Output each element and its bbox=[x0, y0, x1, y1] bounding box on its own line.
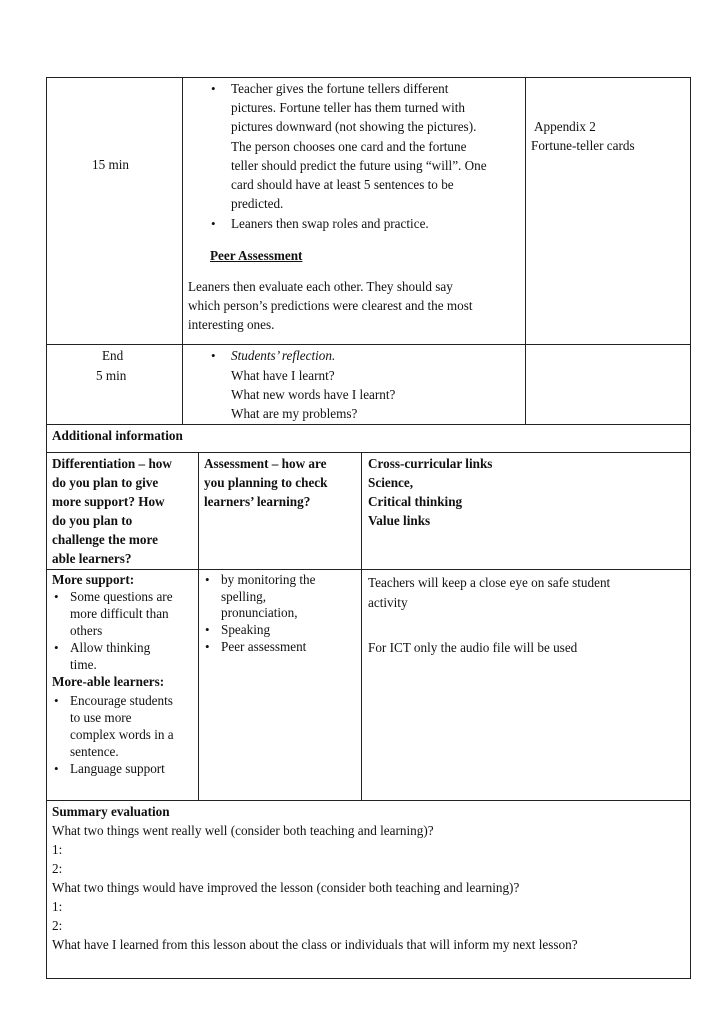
peer-assessment-text: interesting ones. bbox=[188, 317, 275, 332]
table-border bbox=[361, 452, 362, 800]
row1-bullet1-line: pictures downward (not showing the pictures). bbox=[231, 119, 477, 134]
summary-number: 2: bbox=[52, 918, 63, 933]
summary-title: Summary evaluation bbox=[52, 804, 170, 819]
table-border bbox=[525, 77, 526, 425]
assessment-header: Assessment – how are bbox=[204, 456, 327, 471]
summary-question: What two things went really well (consider both teaching and learning)? bbox=[52, 823, 434, 838]
cross-curricular-header: Value links bbox=[368, 513, 431, 528]
bullet-icon: • bbox=[205, 639, 210, 654]
differentiation-header: more support? How bbox=[52, 494, 165, 509]
row1-bullet1-line: teller should predict the future using “will”. One bbox=[231, 158, 487, 173]
row1-bullet1-line: card should have at least 5 sentences to be bbox=[231, 177, 454, 192]
bullet-icon: • bbox=[205, 572, 210, 587]
table-border bbox=[198, 452, 199, 800]
assessment-item-line: spelling, bbox=[221, 589, 267, 604]
row1-bullet1-line: The person chooses one card and the fortune bbox=[231, 139, 467, 154]
resource-cards: Fortune-teller cards bbox=[531, 138, 635, 153]
table-border bbox=[46, 978, 691, 979]
table-border bbox=[46, 424, 691, 425]
reflection-question: What have I learnt? bbox=[231, 368, 335, 383]
more-able-label: More-able learners: bbox=[52, 674, 165, 689]
row1-bullet1-line: pictures. Fortune teller has them turned with bbox=[231, 100, 466, 115]
bullet-icon: • bbox=[211, 81, 216, 96]
summary-number: 1: bbox=[52, 842, 63, 857]
table-border bbox=[46, 77, 691, 78]
table-border bbox=[46, 800, 691, 801]
table-border bbox=[182, 77, 183, 425]
cross-curricular-header: Science, bbox=[368, 475, 414, 490]
row1-bullet1-line: Teacher gives the fortune tellers different bbox=[231, 81, 449, 96]
summary-question: What have I learned from this lesson about the class or individuals that will inform my next lesson? bbox=[52, 937, 578, 952]
able-item-line: to use more bbox=[70, 710, 132, 725]
bullet-icon: • bbox=[54, 640, 59, 655]
cross-curricular-header: Critical thinking bbox=[368, 494, 463, 509]
table-border bbox=[46, 569, 691, 570]
reflection-question: What are my problems? bbox=[231, 406, 358, 421]
assessment-item-line: by monitoring the bbox=[221, 572, 316, 587]
bullet-icon: • bbox=[54, 589, 59, 604]
support-item-line: time. bbox=[70, 657, 97, 672]
differentiation-header: do you plan to give bbox=[52, 475, 159, 490]
able-item-line: Language support bbox=[70, 761, 165, 776]
summary-number: 2: bbox=[52, 861, 63, 876]
able-item-line: sentence. bbox=[70, 744, 119, 759]
summary-question: What two things would have improved the lesson (consider both teaching and learning)? bbox=[52, 880, 520, 895]
assessment-item-line: Peer assessment bbox=[221, 639, 307, 654]
row2-time: 5 min bbox=[96, 368, 127, 383]
peer-assessment-text: Leaners then evaluate each other. They should say bbox=[188, 279, 453, 294]
assessment-header: you planning to check bbox=[204, 475, 328, 490]
support-item-line: Allow thinking bbox=[70, 640, 151, 655]
differentiation-header: able learners? bbox=[52, 551, 132, 566]
row2-end-label: End bbox=[102, 348, 124, 363]
differentiation-header: do you plan to bbox=[52, 513, 133, 528]
support-item-line: more difficult than bbox=[70, 606, 169, 621]
peer-assessment-text: which person’s predictions were clearest and the most bbox=[188, 298, 473, 313]
resource-appendix: Appendix 2 bbox=[534, 119, 596, 134]
able-item-line: complex words in a bbox=[70, 727, 174, 742]
table-border bbox=[690, 77, 691, 979]
reflection-question: What new words have I learnt? bbox=[231, 387, 396, 402]
assessment-header: learners’ learning? bbox=[204, 494, 311, 509]
cross-text: Teachers will keep a close eye on safe student bbox=[368, 575, 611, 590]
bullet-icon: • bbox=[211, 216, 216, 231]
assessment-item-line: Speaking bbox=[221, 622, 271, 637]
additional-information-heading: Additional information bbox=[52, 428, 183, 443]
bullet-icon: • bbox=[211, 348, 216, 363]
table-border bbox=[46, 344, 691, 345]
reflection-label: Students’ reflection. bbox=[231, 348, 336, 363]
support-item-line: Some questions are bbox=[70, 589, 173, 604]
able-item-line: Encourage students bbox=[70, 693, 173, 708]
cross-curricular-header: Cross-curricular links bbox=[368, 456, 493, 471]
support-item-line: others bbox=[70, 623, 103, 638]
summary-number: 1: bbox=[52, 899, 63, 914]
more-support-label: More support: bbox=[52, 572, 135, 587]
assessment-item-line: pronunciation, bbox=[221, 605, 298, 620]
bullet-icon: • bbox=[54, 761, 59, 776]
bullet-icon: • bbox=[54, 693, 59, 708]
peer-assessment-heading: Peer Assessment bbox=[210, 248, 303, 263]
row1-bullet2-line: Leaners then swap roles and practice. bbox=[231, 216, 429, 231]
row1-time: 15 min bbox=[92, 157, 129, 172]
table-border bbox=[46, 77, 47, 979]
table-border bbox=[46, 452, 691, 453]
differentiation-header: challenge the more bbox=[52, 532, 158, 547]
row1-bullet1-line: predicted. bbox=[231, 196, 284, 211]
bullet-icon: • bbox=[205, 622, 210, 637]
cross-text: activity bbox=[368, 595, 408, 610]
cross-text: For ICT only the audio file will be used bbox=[368, 640, 578, 655]
differentiation-header: Differentiation – how bbox=[52, 456, 172, 471]
